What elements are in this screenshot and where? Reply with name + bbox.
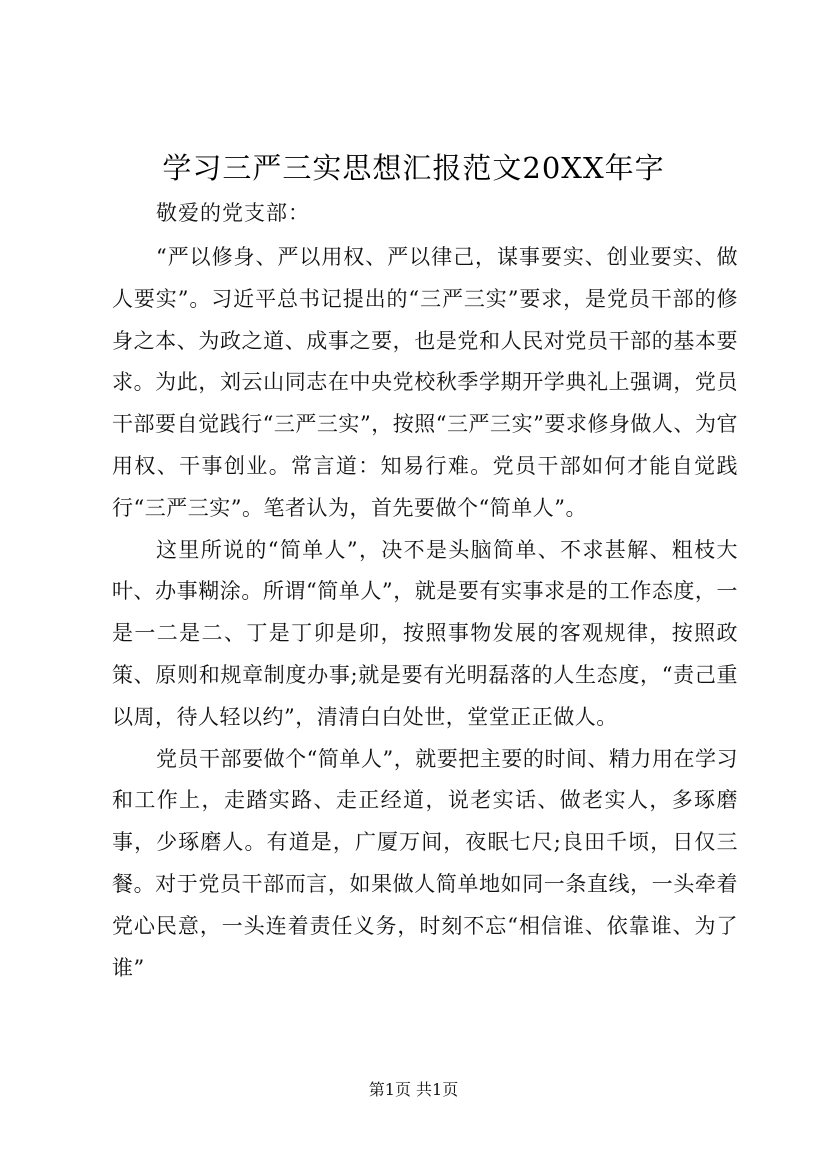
page-footer: 第1页 共1页 [368, 1080, 459, 1099]
paragraph: 党员干部要做个“简单人”，就要把主要的时间、精力用在学习和工作上，走踏实路、走正经道，说老实话、做老实人，多琢磨事，少琢磨人。有道是，广厦万间，夜眠七尺;良田千顷，日仅三餐。对于党员干部而言，如果做人简单地如同一条直线，一头牵着党心民意，一头连着责任义务，时刻不忘“相信谁、依靠谁、为了谁” [112, 746, 738, 980]
paragraph: “严以修身、严以用权、严以律己，谋事要实、创业要实、做人要实”。习近平总书记提出的“三严三实”要求，是党员干部的修身之本、为政之道、成事之要，也是党和人民对党员干部的基本要求。为此，刘云山同志在中央党校秋季学期开学典礼上强调，党员干部要自觉践行“三严三实”，按照“三严三实”要求修身做人、为官用权、干事创业。常言道：知易行难。党员干部如何才能自觉践行“三严三实”。笔者认为，首先要做个“简单人”。 [112, 245, 738, 520]
salutation: 敬爱的党支部： [156, 201, 310, 225]
paragraph: 这里所说的“简单人”，决不是头脑简单、不求甚解、粗枝大叶、办事糊涂。所谓“简单人”，就是要有实事求是的工作态度，一是一二是二、丁是丁卯是卯，按照事物发展的客观规律，按照政策、原则和规章制度办事;就是要有光明磊落的人生态度，“责己重以周，待人轻以约”，清清白白处世，堂堂正正做人。 [112, 537, 738, 729]
document-body [112, 237, 738, 989]
document-title: 学习三严三实思想汇报范文20XX年字 [162, 151, 665, 185]
